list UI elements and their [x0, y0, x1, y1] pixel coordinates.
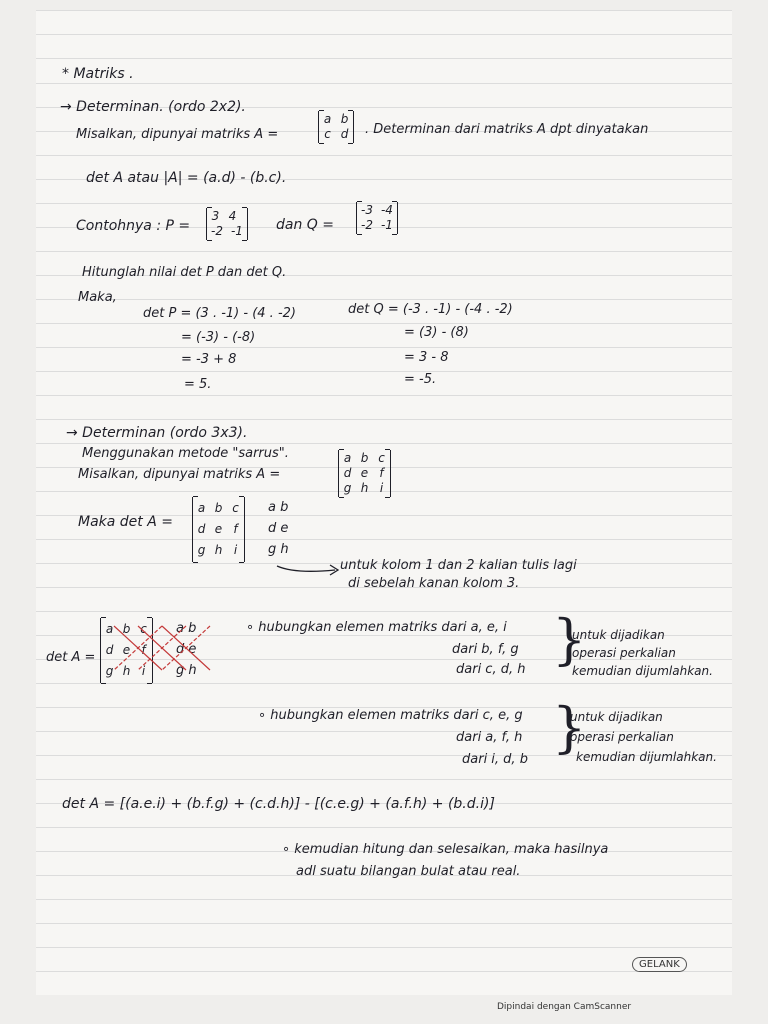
- matrix-cell: -4: [380, 203, 393, 217]
- task-text: Hitunglah nilai det P dan det Q.: [82, 265, 287, 280]
- matrix-cell: d: [343, 466, 352, 480]
- extra-column-row: g h: [176, 663, 197, 678]
- matrix-cell: -3: [361, 203, 373, 217]
- matrix-cell: g: [197, 543, 206, 557]
- matrix-row: [323, 127, 349, 142]
- maka-label: Maka,: [78, 290, 117, 305]
- maka-det-label: Maka det A =: [78, 514, 173, 530]
- matrix-row: [343, 466, 386, 481]
- final-formula: det A = [(a.e.i) + (b.f.g) + (c.d.h)] - [(c.e.g) + (a.f.h) + (b.d.i)]: [62, 796, 495, 812]
- matrix-cell: e: [360, 466, 369, 480]
- matrix-row: [343, 481, 386, 496]
- scanner-footer: Dipindai dengan CamScanner: [497, 1002, 632, 1012]
- section1-intro-prefix: Misalkan, dipunyai matriks A =: [76, 127, 279, 142]
- p-step-4: = 5.: [184, 377, 212, 392]
- matrix-row: [211, 209, 243, 224]
- matrix-cell: a: [105, 622, 114, 636]
- neg-item-2: dari i, d, b: [462, 752, 528, 767]
- matrix-a-2x2: [318, 111, 354, 143]
- extra-column-row: d e: [268, 521, 289, 536]
- matrix-cell: b: [214, 501, 223, 515]
- neg-note-1: untuk dijadikan: [570, 710, 663, 724]
- matrix-cell: f: [233, 522, 238, 536]
- matrix-cell: 4: [228, 209, 237, 223]
- section2-heading: → Determinan (ordo 3x3).: [66, 425, 248, 441]
- matrix-cell: c: [140, 622, 147, 636]
- matrix-cell: -2: [361, 218, 373, 232]
- notebook-stamp: GELANK: [632, 957, 687, 972]
- matrix-cell: a: [343, 451, 352, 465]
- note-line-1: untuk kolom 1 dan 2 kalian tulis lagi: [340, 558, 577, 573]
- matrix-cell: d: [197, 522, 206, 536]
- matrix-row: [361, 218, 393, 233]
- neg-note-3: kemudian dijumlahkan.: [576, 750, 717, 764]
- pos-heading: ∘ hubungkan elemen matriks dari a, e, i: [246, 620, 507, 635]
- matrix-cell: d: [340, 127, 349, 141]
- neg-note-2: operasi perkalian: [570, 730, 674, 744]
- sarrus-extra-columns: [268, 497, 289, 560]
- neg-heading: ∘ hubungkan elemen matriks dari c, e, g: [258, 708, 523, 723]
- q-step-1: det Q = (-3 . -1) - (-4 . -2): [348, 302, 513, 317]
- extra-column-row: a b: [268, 500, 289, 515]
- matrix-cell: h: [360, 481, 369, 495]
- matrix-cell: 3: [211, 209, 220, 223]
- extra-column-row: a b: [176, 621, 197, 636]
- matrix-q: [356, 202, 398, 234]
- example-mid: dan Q =: [276, 217, 334, 233]
- matrix-cell: -1: [230, 224, 243, 238]
- matrix-cell: a: [323, 112, 332, 126]
- matrix-cell: f: [141, 643, 146, 657]
- sarrus-diagonals: [100, 618, 230, 684]
- page-title: * Matriks .: [62, 66, 134, 82]
- matrix-cell: a: [197, 501, 206, 515]
- matrix-row: [211, 224, 243, 239]
- matrix-cell: -2: [211, 224, 223, 238]
- matrix-cell: h: [214, 543, 223, 557]
- example-prefix: Contohnya : P =: [76, 218, 191, 234]
- neg-brace: }: [552, 696, 587, 759]
- matrix-cell: -1: [380, 218, 393, 232]
- extra-column-row: d e: [176, 642, 197, 657]
- extra-column-row: g h: [268, 542, 289, 557]
- matrix-row: [323, 112, 349, 127]
- matrix-cell: i: [233, 543, 238, 557]
- matrix-row: [361, 203, 393, 218]
- q-step-2: = (3) - (8): [404, 325, 469, 340]
- p-step-2: = (-3) - (-8): [181, 330, 256, 345]
- matrix-cell: h: [122, 664, 131, 678]
- q-step-4: = -5.: [404, 372, 437, 387]
- p-step-1: det P = (3 . -1) - (4 . -2): [143, 306, 296, 321]
- note-arrow: [275, 560, 345, 580]
- section1-intro-suffix: . Determinan dari matriks A dpt dinyatakan: [365, 122, 649, 137]
- matrix-a-3x3: [338, 450, 391, 497]
- matrix-row: [197, 540, 240, 561]
- section2-intro-prefix: Misalkan, dipunyai matriks A =: [78, 467, 281, 482]
- q-step-3: = 3 - 8: [404, 350, 449, 365]
- pos-item-2: dari c, d, h: [456, 662, 526, 677]
- matrix-cell: b: [122, 622, 131, 636]
- matrix-sarrus: [192, 497, 245, 562]
- det-a-label: det A =: [46, 650, 96, 665]
- matrix-cell: c: [232, 501, 239, 515]
- closing-line-1: ∘ kemudian hitung dan selesaikan, maka hasilnya: [282, 842, 609, 857]
- matrix-cell: g: [105, 664, 114, 678]
- matrix-cell: i: [379, 481, 384, 495]
- matrix-cell: b: [340, 112, 349, 126]
- pos-brace: }: [552, 608, 587, 671]
- matrix-cell: f: [379, 466, 384, 480]
- matrix-cell: e: [214, 522, 223, 536]
- section1-heading: → Determinan. (ordo 2x2).: [60, 99, 246, 115]
- pos-note-1: untuk dijadikan: [572, 628, 665, 642]
- matrix-cell: e: [122, 643, 131, 657]
- matrix-cell: i: [141, 664, 146, 678]
- matrix-cell: d: [105, 643, 114, 657]
- neg-item-1: dari a, f, h: [456, 730, 523, 745]
- pos-note-3: kemudian dijumlahkan.: [572, 664, 713, 678]
- matrix-row: [343, 451, 386, 466]
- matrix-cell: g: [343, 481, 352, 495]
- closing-line-2: adl suatu bilangan bulat atau real.: [296, 864, 521, 879]
- pos-item-1: dari b, f, g: [452, 642, 519, 657]
- matrix-row: [197, 498, 240, 519]
- matrix-p: [206, 208, 248, 240]
- matrix-cell: c: [378, 451, 385, 465]
- pos-note-2: operasi perkalian: [572, 646, 676, 660]
- method-text: Menggunakan metode "sarrus".: [82, 446, 289, 461]
- formula-2x2: det A atau |A| = (a.d) - (b.c).: [86, 170, 287, 186]
- p-step-3: = -3 + 8: [181, 352, 237, 367]
- matrix-cell: b: [360, 451, 369, 465]
- matrix-row: [197, 519, 240, 540]
- matrix-cell: c: [324, 127, 331, 141]
- note-line-2: di sebelah kanan kolom 3.: [348, 576, 520, 591]
